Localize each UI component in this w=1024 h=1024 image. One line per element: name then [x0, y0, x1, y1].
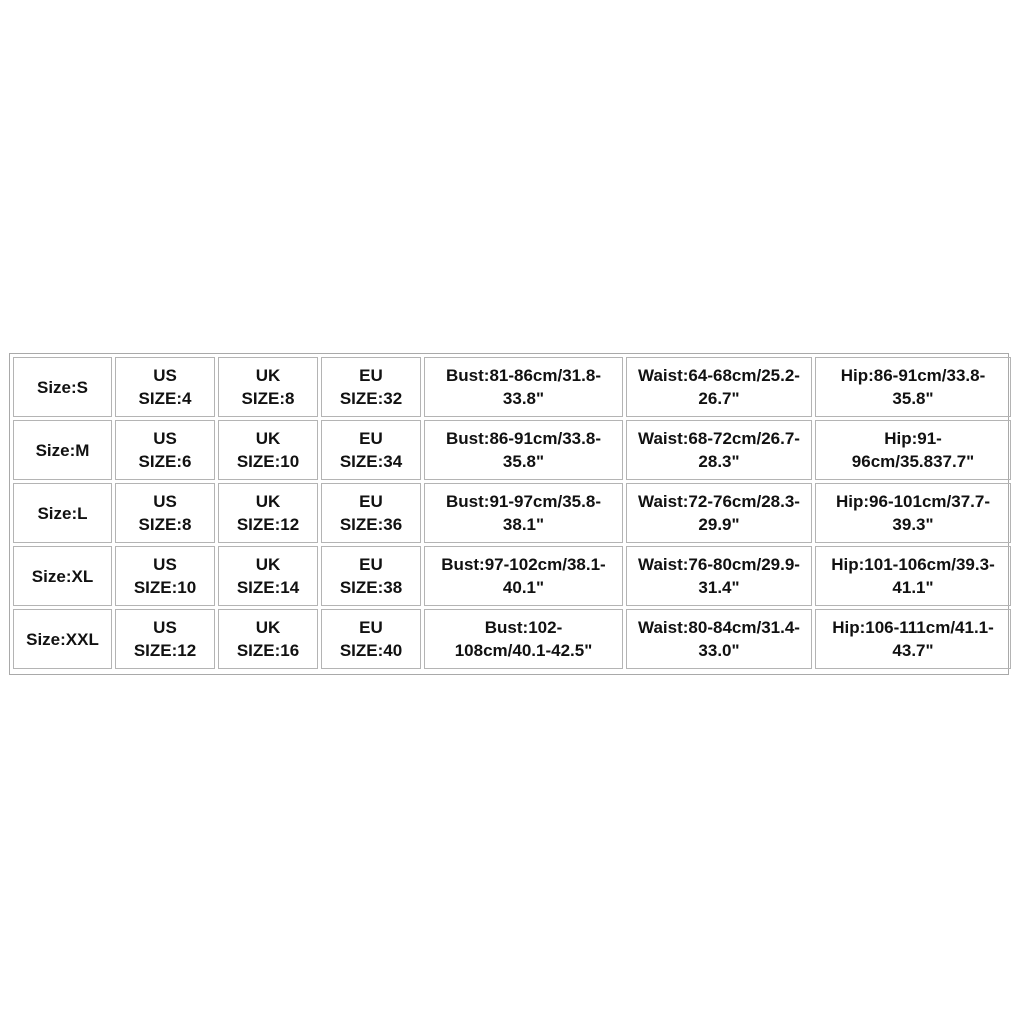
size-cell: Size:XL [13, 546, 112, 606]
bust-cell: Bust:91-97cm/35.8- 38.1" [424, 483, 623, 543]
eu-size-cell: EU SIZE:32 [321, 357, 421, 417]
size-cell: Size:L [13, 483, 112, 543]
uk-size-cell: UK SIZE:16 [218, 609, 318, 669]
us-size-cell: US SIZE:12 [115, 609, 215, 669]
hip-cell: Hip:91- 96cm/35.837.7" [815, 420, 1011, 480]
size-chart-table [9, 353, 1009, 675]
eu-size-cell: EU SIZE:34 [321, 420, 421, 480]
bust-cell: Bust:81-86cm/31.8- 33.8" [424, 357, 623, 417]
us-size-cell: US SIZE:4 [115, 357, 215, 417]
bust-cell: Bust:97-102cm/38.1- 40.1" [424, 546, 623, 606]
uk-size-cell: UK SIZE:14 [218, 546, 318, 606]
size-cell: Size:XXL [13, 609, 112, 669]
size-cell: Size:M [13, 420, 112, 480]
waist-cell: Waist:72-76cm/28.3- 29.9" [626, 483, 812, 543]
hip-cell: Hip:96-101cm/37.7- 39.3" [815, 483, 1011, 543]
us-size-cell: US SIZE:8 [115, 483, 215, 543]
uk-size-cell: UK SIZE:12 [218, 483, 318, 543]
uk-size-cell: UK SIZE:8 [218, 357, 318, 417]
eu-size-cell: EU SIZE:36 [321, 483, 421, 543]
hip-cell: Hip:106-111cm/41.1- 43.7" [815, 609, 1011, 669]
eu-size-cell: EU SIZE:38 [321, 546, 421, 606]
size-cell: Size:S [13, 357, 112, 417]
hip-cell: Hip:86-91cm/33.8- 35.8" [815, 357, 1011, 417]
uk-size-cell: UK SIZE:10 [218, 420, 318, 480]
waist-cell: Waist:76-80cm/29.9- 31.4" [626, 546, 812, 606]
hip-cell: Hip:101-106cm/39.3- 41.1" [815, 546, 1011, 606]
bust-cell: Bust:86-91cm/33.8- 35.8" [424, 420, 623, 480]
us-size-cell: US SIZE:10 [115, 546, 215, 606]
eu-size-cell: EU SIZE:40 [321, 609, 421, 669]
bust-cell: Bust:102- 108cm/40.1-42.5" [424, 609, 623, 669]
us-size-cell: US SIZE:6 [115, 420, 215, 480]
waist-cell: Waist:68-72cm/26.7- 28.3" [626, 420, 812, 480]
waist-cell: Waist:64-68cm/25.2- 26.7" [626, 357, 812, 417]
waist-cell: Waist:80-84cm/31.4- 33.0" [626, 609, 812, 669]
